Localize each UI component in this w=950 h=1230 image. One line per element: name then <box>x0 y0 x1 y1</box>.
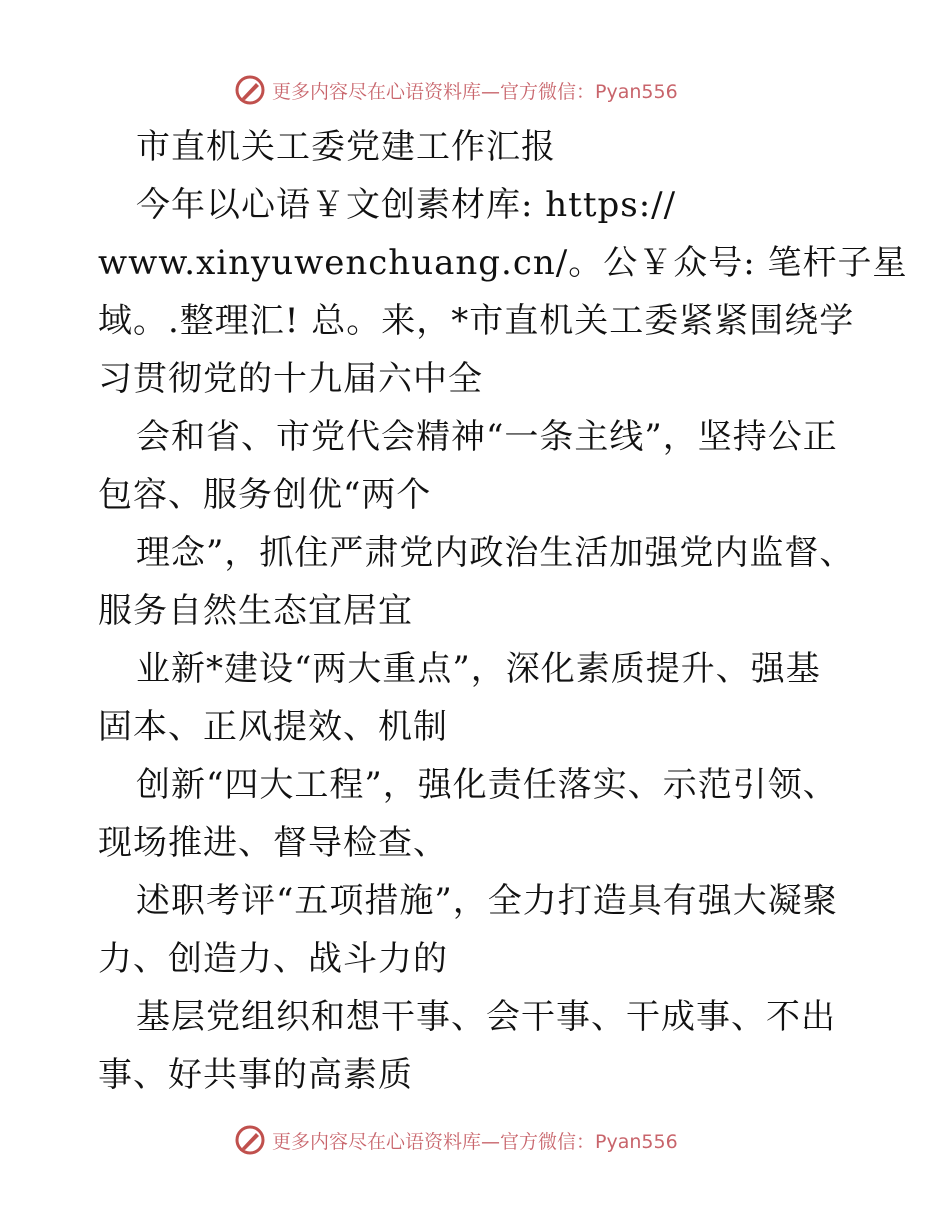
paragraph-line: 述职考评“五项措施”，全力打造具有强大凝聚 <box>136 881 838 921</box>
paragraph-line: 今年以心语￥文创素材库: https:// <box>136 185 677 225</box>
paragraph-line: 力、创造力、战斗力的 <box>98 939 448 979</box>
pen-logo-icon <box>234 74 266 106</box>
footer-banner-text: 更多内容尽在心语资料库—官方微信：Pyan556 <box>272 1130 678 1153</box>
paragraph-line: 现场推进、督导检查、 <box>98 823 448 863</box>
paragraph-line: 固本、正风提效、机制 <box>98 707 448 747</box>
header-banner-text: 更多内容尽在心语资料库—官方微信：Pyan556 <box>272 80 678 103</box>
paragraph-line: 理念”，抓住严肃党内政治生活加强党内监督、 <box>136 533 855 573</box>
header-banner-content <box>234 72 678 108</box>
document-title: 市直机关工委党建工作汇报 <box>136 127 556 167</box>
paragraph-line: 习贯彻党的十九届六中全 <box>98 359 483 399</box>
paragraph-line: 业新*建设“两大重点”，深化素质提升、强基 <box>136 649 821 689</box>
paragraph-line: 事、好共事的高素质 <box>98 1055 413 1095</box>
paragraph-line: 创新“四大工程”，强化责任落实、示范引领、 <box>136 765 838 805</box>
paragraph-line: 会和省、市党代会精神“一条主线”，坚持公正 <box>136 417 838 457</box>
footer-banner <box>0 1122 950 1158</box>
paragraph-line: 包容、服务创优“两个 <box>98 475 432 515</box>
pen-logo-icon <box>234 1124 266 1156</box>
paragraph-line: 域。.整理汇! 总。来，*市直机关工委紧紧围绕学 <box>98 301 855 341</box>
header-banner <box>0 72 950 108</box>
footer-banner-content <box>234 1122 678 1158</box>
paragraph-line: 服务自然生态宜居宜 <box>98 591 413 631</box>
paragraph-line: 基层党组织和想干事、会干事、干成事、不出 <box>136 997 836 1037</box>
paragraph-line: www.xinyuwenchuang.cn/。公￥众号: 笔杆子星 <box>98 243 908 283</box>
